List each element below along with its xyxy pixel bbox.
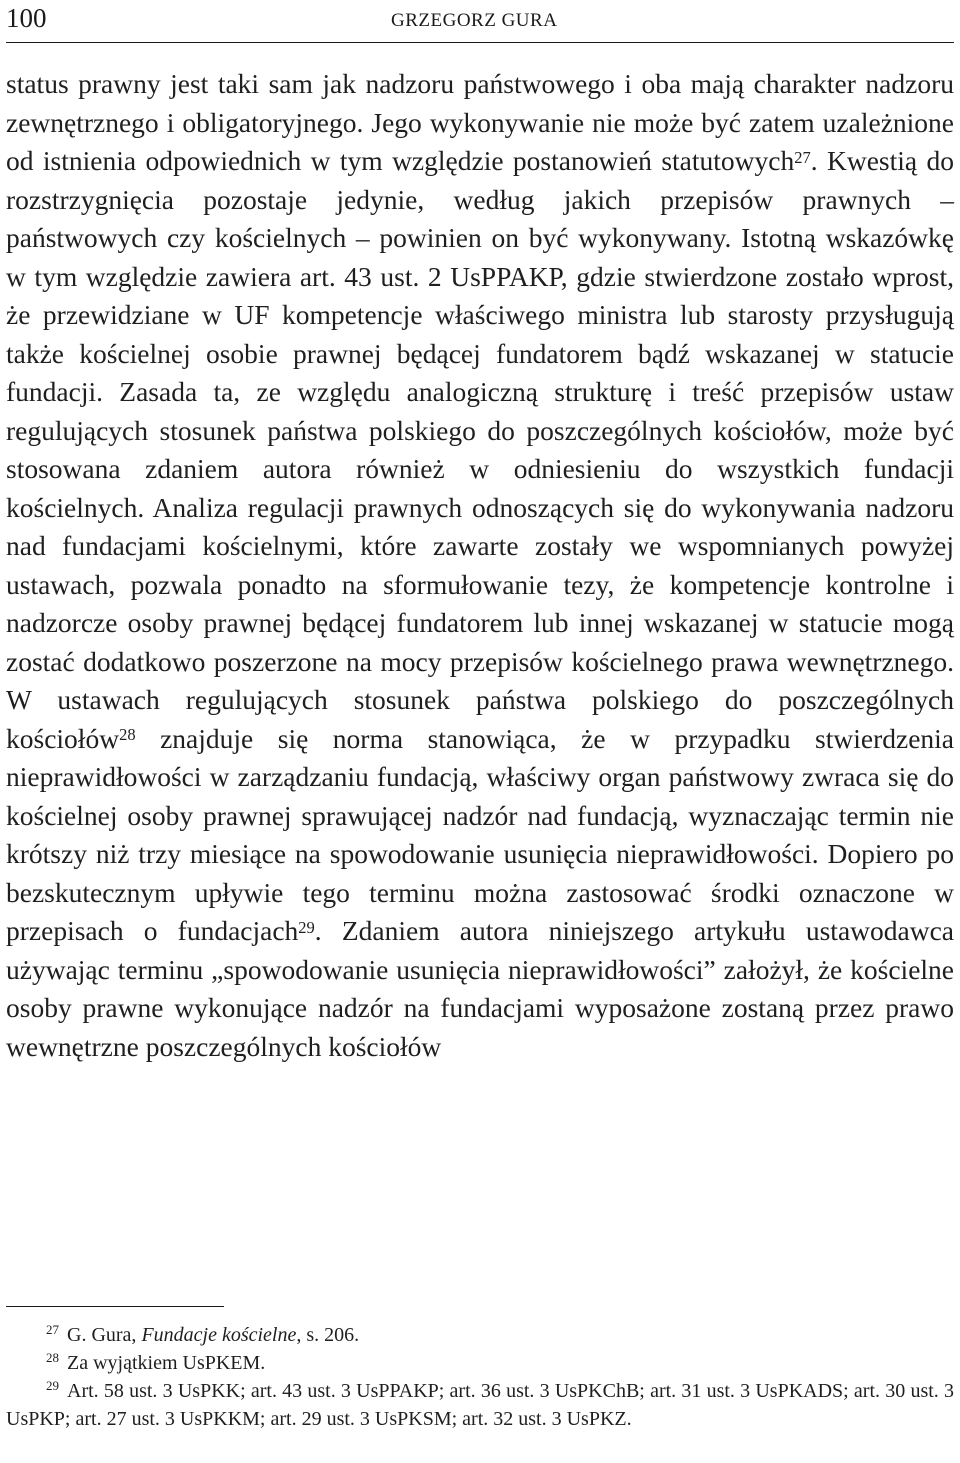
running-header — [6, 0, 954, 43]
body-paragraph — [6, 65, 954, 1066]
footnote-text: , s. 206. — [296, 1324, 360, 1346]
page-number: 100 — [6, 3, 47, 33]
body-text-segment: . Kwestią do rozstrzygnięcia pozostaje jedynie, według jakich przepisów prawnych – państwowych czy kościelnych – powinien on być wykonywany. Istotną wskazówkę w tym względzie zawiera art. 43 ust. 2 UsPPAKP, gdzie stwierdzone zostało wprost, że przewidziane w UF kompetencje właściwego ministra lub starosty przysługują także kościelnej osobie prawnej będącej fundatorem bądź wskazanej w statucie fundacji. Zasada ta, ze względu analogiczną strukturę i treść przepisów ustaw regulujących stosunek państwa polskiego do poszczególnych kościołów, może być stosowana zdaniem autora również w odniesieniu do wszystkich fundacji kościelnych. Analiza regulacji prawnych odnoszących się do wykonywania nadzoru nad fundacjami kościelnymi, które zawarte zostały we wspomnianych powyżej ustawach, pozwala ponadto na sformułowanie tezy, że kompetencje kontrolne i nadzorcze osoby prawnej będącej fundatorem lub innej wskazanej w statucie mogą zostać dodatkowo poszerzone na mocy przepisów kościelnego prawa wewnętrznego. W ustawach regulujących stosunek państwa polskiego do poszczególnych kościołów — [6, 145, 954, 754]
body-text-segment: . Zdaniem autora niniejszego artykułu ustawodawca używając terminu „spowodowanie usunięcia nieprawidłowości” założył, że kościelne osoby prawne wykonujące nadzór na fundacjami wyposażone zostaną przez prawo wewnętrzne poszczególnych kościołów — [6, 915, 954, 1062]
footnote-reference[interactable]: 27 — [794, 147, 811, 167]
footnote-separator — [6, 1306, 224, 1307]
footnote-title: Fundacje kościelne — [141, 1324, 297, 1346]
running-author: GRZEGORZ GURA — [391, 10, 558, 31]
footnote-marker: 29 — [46, 1378, 59, 1393]
footnote-28 — [6, 1350, 954, 1378]
footnote-text: G. Gura, — [67, 1324, 142, 1346]
footnote-reference[interactable]: 29 — [298, 917, 315, 937]
document-page — [6, 0, 954, 1430]
footnote-text: Za wyjątkiem UsPKEM. — [67, 1352, 266, 1374]
footnote-marker: 27 — [46, 1322, 59, 1337]
footnote-29 — [6, 1378, 954, 1433]
body-text-segment: status prawny jest taki sam jak nadzoru państwowego i oba mają charakter nadzoru zewnętrznego i obligatoryjnego. Jego wykonywanie nie może być zatem uzależnione od istnienia odpowiednich w tym względzie postanowień statutowych — [6, 68, 954, 176]
footnotes-section — [6, 1322, 954, 1433]
footnote-text: Art. 58 ust. 3 UsPKK; art. 43 ust. 3 UsPPAKP; art. 36 ust. 3 UsPKChB; art. 31 ust. 3 UsPKADS; art. 30 ust. 3 UsPKP; art. 27 ust. 3 UsPKKM; art. 29 ust. 3 UsPKSM; art. 32 ust. 3 UsPKZ. — [6, 1380, 954, 1430]
body-text-segment: znajduje się norma stanowiąca, że w przypadku stwierdzenia nieprawidłowości w zarządzaniu fundacją, właściwy organ państwowy zwraca się do kościelnej osoby prawnej sprawującej nadzór nad fundacją, wyznaczając termin nie krótszy niż trzy miesiące na spowodowanie usunięcia nieprawidłowości. Dopiero po bezskutecznym upływie tego terminu można zastosować środki oznaczone w przepisach o fundacjach — [6, 722, 954, 946]
footnote-reference[interactable]: 28 — [119, 725, 136, 745]
footnote-27 — [6, 1322, 954, 1350]
footnote-marker: 28 — [46, 1350, 59, 1365]
